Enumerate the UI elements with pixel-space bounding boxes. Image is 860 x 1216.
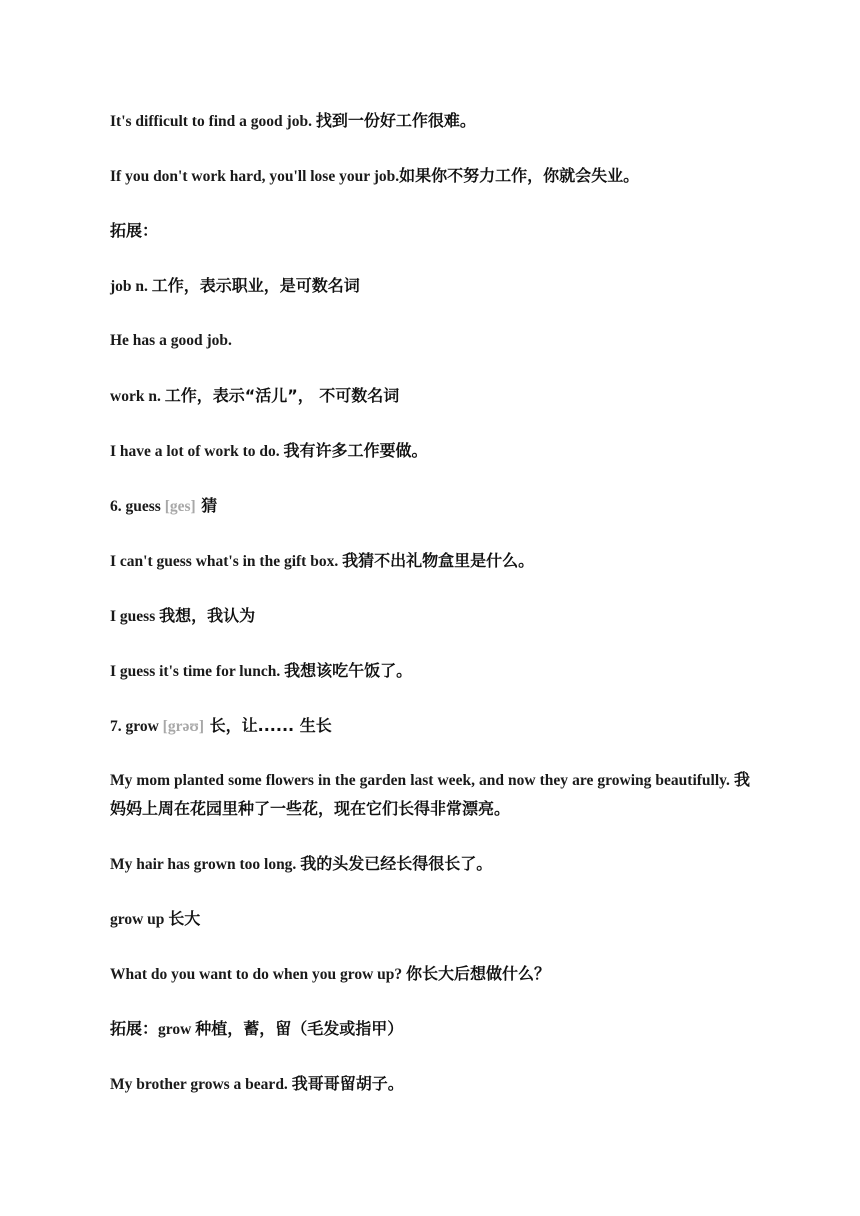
example-sentence-work-to-do — [110, 440, 750, 463]
chinese-translation: 我想，我认为 — [159, 606, 256, 625]
example-sentence-flowers — [110, 766, 750, 824]
chinese-meaning: 猜 — [195, 496, 218, 515]
phrase-grow-up — [110, 908, 750, 931]
english-text: grow — [158, 1021, 196, 1038]
example-sentence-grow-up — [110, 963, 750, 986]
vocab-entry-guess — [110, 495, 750, 518]
example-sentence-beard — [110, 1073, 750, 1096]
english-text: I have a lot of work to do. — [110, 443, 284, 460]
headword: 6. guess — [110, 498, 165, 515]
example-sentence-hair — [110, 853, 750, 876]
chinese-translation: 工作，表示“活儿”， 不可数名词 — [164, 386, 400, 405]
chinese-translation: 工作，表示职业，是可数名词 — [151, 276, 360, 295]
chinese-meaning: 种植，蓄，留（毛发或指甲） — [195, 1019, 404, 1038]
definition-job — [110, 275, 750, 298]
chinese-translation: 找到一份好工作很难。 — [315, 111, 476, 130]
english-text: It's difficult to find a good job. — [110, 113, 316, 130]
english-text: What do you want to do when you grow up? — [110, 966, 406, 983]
example-sentence-lunch — [110, 660, 750, 683]
example-sentence-gift-box — [110, 550, 750, 573]
chinese-meaning: 长，让...... 生长 — [204, 716, 332, 735]
english-text: My brother grows a beard. — [110, 1076, 292, 1093]
chinese-translation: 我有许多工作要做。 — [283, 441, 428, 460]
extension-grow — [110, 1018, 750, 1041]
example-sentence-lose-job — [110, 165, 750, 188]
extension-heading — [110, 220, 750, 243]
chinese-translation: 长大 — [168, 909, 201, 928]
phrase-i-guess — [110, 605, 750, 628]
example-sentence-good-job — [110, 330, 750, 352]
english-text: My hair has grown too long. — [110, 856, 301, 873]
phonetic: [grəʊ] — [162, 718, 205, 735]
english-text: I can't guess what's in the gift box. — [110, 553, 343, 570]
chinese-translation: 我想该吃午饭了。 — [284, 661, 413, 680]
chinese-translation: 我哥哥留胡子。 — [291, 1074, 404, 1093]
chinese-translation: 我猜不出礼物盒里是什么。 — [342, 551, 535, 570]
extension-label: 拓展： — [110, 221, 159, 240]
english-text: He has a good job. — [110, 332, 232, 349]
chinese-translation: 如果你不努力工作，你就会失业。 — [399, 166, 640, 185]
english-text: I guess it's time for lunch. — [110, 663, 285, 680]
english-text: I guess — [110, 608, 160, 625]
english-text: grow up — [110, 911, 169, 928]
english-text: job n. — [110, 278, 152, 295]
chinese-translation: 你长大后想做什么？ — [406, 964, 551, 983]
definition-work — [110, 385, 750, 408]
chinese-translation: 我妈妈上周在花园里种了一些花，现在它们长得非常漂亮。 — [110, 770, 750, 818]
english-text: My mom planted some flowers in the garden last week, and now they are growing beautifully. — [110, 772, 734, 789]
vocab-entry-grow — [110, 715, 750, 738]
example-sentence-job-difficult — [110, 110, 750, 133]
phonetic: [ges] — [164, 498, 196, 515]
english-text: If you don't work hard, you'll lose your job. — [110, 168, 400, 185]
english-text: work n. — [110, 388, 165, 405]
headword: 7. grow — [110, 718, 163, 735]
extension-label: 拓展： — [110, 1019, 159, 1038]
chinese-translation: 我的头发已经长得很长了。 — [300, 854, 493, 873]
